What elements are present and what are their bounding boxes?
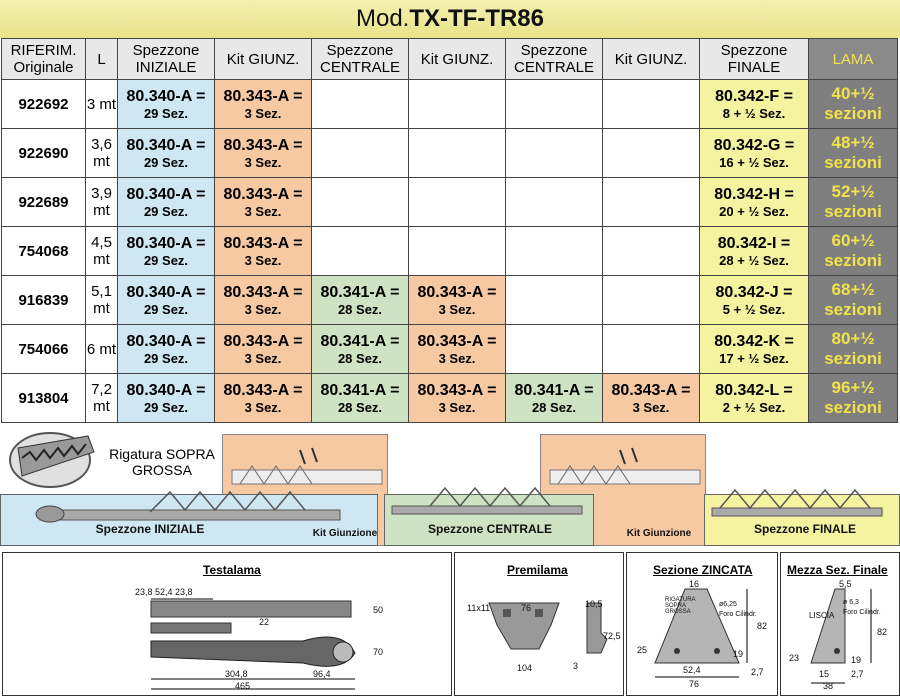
cell-spezzone-iniziale	[118, 276, 215, 325]
part-code: 80.343-A =	[223, 87, 303, 105]
cell-kit-giunz-2	[409, 178, 506, 227]
zincata-dim-3: ø6,25	[719, 601, 737, 608]
cell-kit-giunz-1	[215, 80, 312, 129]
part-code: 80.342-L =	[715, 381, 793, 399]
cell-spezzone-iniziale	[118, 178, 215, 227]
zincata-dim-4: Foro Cilindr.	[719, 611, 757, 618]
table-row	[2, 325, 898, 374]
premilama-dim-1: 11x11	[467, 603, 491, 613]
cell-spezzone-iniziale	[118, 227, 215, 276]
zincata-dim-2: RIGATURA SOPRA GROSSA	[665, 597, 696, 615]
premilama-dim-2: 76	[521, 603, 532, 613]
header-spezzone-finale: Spezzone FINALE	[700, 39, 809, 80]
part-sections: 28 Sez.	[337, 399, 383, 415]
cell-rif: 916839	[2, 276, 86, 325]
header-lama: LAMA	[809, 39, 898, 80]
part-code: 80.343-A =	[417, 381, 497, 399]
cell-spezzone-finale	[700, 80, 809, 129]
part-sections: 28 Sez.	[531, 399, 577, 415]
cell-spezzone-centrale-1	[312, 80, 409, 129]
premilama-drawing	[455, 553, 621, 693]
zincata-dim-5: 82	[757, 621, 768, 631]
header-kit-giunz-2: Kit GIUNZ.	[409, 39, 506, 80]
cell-kit-giunz-3	[603, 276, 700, 325]
premilama-dim-6: 3	[573, 661, 579, 671]
zincata-dim-6: 25	[637, 645, 648, 655]
part-sections: 28 + ½ Sez.	[719, 252, 789, 268]
cell-spezzone-centrale-2	[506, 276, 603, 325]
cell-spezzone-centrale-2	[506, 129, 603, 178]
header-rif: RIFERIM. Originale	[2, 39, 86, 80]
cell-spezzone-iniziale	[118, 80, 215, 129]
part-sections: 20 + ½ Sez.	[719, 203, 789, 219]
zincata-dim-7: 19	[733, 649, 744, 659]
mezza-dim-7: 19	[851, 655, 862, 665]
cell-len: 6 mt	[86, 325, 118, 374]
part-code: 80.341-A =	[320, 381, 400, 399]
mezza-dim-2: LISCIA	[809, 611, 835, 620]
cell-kit-giunz-1	[215, 129, 312, 178]
cell-spezzone-centrale-1	[312, 129, 409, 178]
part-sections: 5 + ½ Sez.	[722, 301, 786, 317]
cell-spezzone-centrale-2	[506, 80, 603, 129]
part-code: 80.343-A =	[223, 283, 303, 301]
part-sections: 3 Sez.	[632, 399, 670, 415]
mezza-dim-4: Foro Cilindr.	[843, 609, 881, 616]
cell-spezzone-centrale-2	[506, 374, 603, 423]
premilama-title: Premilama	[507, 563, 568, 577]
part-sections: 29 Sez.	[143, 350, 189, 366]
mezza-title: Mezza Sez. Finale	[787, 563, 888, 577]
rigatura-label: Rigatura SOPRA GROSSA	[109, 446, 215, 478]
cell-kit-giunz-1	[215, 227, 312, 276]
table-row	[2, 80, 898, 129]
cell-spezzone-finale	[700, 227, 809, 276]
cell-kit-giunz-2	[409, 80, 506, 129]
cell-spezzone-finale	[700, 374, 809, 423]
part-sections: 29 Sez.	[143, 399, 189, 415]
part-code: 80.342-H =	[714, 185, 794, 203]
mezza-dim-9: 2,7	[851, 669, 864, 679]
testalama-dim-9: 465	[235, 681, 251, 691]
part-code: 80.343-A =	[611, 381, 691, 399]
table-row	[2, 227, 898, 276]
part-code: 80.342-I =	[717, 234, 791, 252]
testalama-dim-8: 96,4	[313, 669, 331, 679]
cell-spezzone-centrale-1	[312, 178, 409, 227]
part-sections: 3 Sez.	[244, 154, 282, 170]
cell-spezzone-iniziale	[118, 374, 215, 423]
cell-spezzone-centrale-1	[312, 276, 409, 325]
zincata-dim-8: 52,4	[683, 665, 701, 675]
mezza-drawing	[781, 553, 897, 693]
cell-kit-giunz-2	[409, 276, 506, 325]
cell-kit-giunz-3	[603, 178, 700, 227]
cell-kit-giunz-3	[603, 80, 700, 129]
table-row	[2, 129, 898, 178]
zincata-dim-10: 76	[689, 679, 700, 689]
part-sections: 17 + ½ Sez.	[719, 350, 789, 366]
part-sections: 28 Sez.	[337, 350, 383, 366]
cell-spezzone-iniziale	[118, 129, 215, 178]
table-row	[2, 276, 898, 325]
cell-rif: 922690	[2, 129, 86, 178]
cell-rif: 922692	[2, 80, 86, 129]
part-code: 80.341-A =	[320, 283, 400, 301]
part-code: 80.343-A =	[223, 381, 303, 399]
cell-len: 5,1 mt	[86, 276, 118, 325]
testalama-dim-1: 23,8	[135, 587, 153, 597]
part-sections: 3 Sez.	[438, 399, 476, 415]
cell-lama: 96+½ sezioni	[809, 374, 898, 423]
zincata-dim-9: 2,7	[751, 667, 764, 677]
cell-kit-giunz-3	[603, 227, 700, 276]
title-model: TX-TF-TR86	[409, 5, 545, 32]
part-code: 80.340-A =	[126, 381, 206, 399]
cell-spezzone-finale	[700, 129, 809, 178]
part-code: 80.343-A =	[223, 234, 303, 252]
cell-len: 4,5 mt	[86, 227, 118, 276]
part-code: 80.340-A =	[126, 283, 206, 301]
testalama-dim-3: 23,8	[175, 587, 193, 597]
testalama-title: Testalama	[203, 563, 261, 577]
label-spezzone-iniziale: Spezzone INIZIALE	[95, 522, 205, 536]
header-kit-giunz-3: Kit GIUNZ.	[603, 39, 700, 80]
cell-spezzone-centrale-2	[506, 227, 603, 276]
cell-spezzone-centrale-1	[312, 374, 409, 423]
cell-kit-giunz-3	[603, 374, 700, 423]
part-sections: 3 Sez.	[438, 350, 476, 366]
cell-spezzone-finale	[700, 178, 809, 227]
cell-len: 3,9 mt	[86, 178, 118, 227]
part-code: 80.340-A =	[126, 332, 206, 350]
mezza-dim-6: 23	[789, 653, 800, 663]
zincata-dim-1: 16	[689, 579, 700, 589]
premilama-dim-5: 104	[517, 663, 533, 673]
header-spezzone-centrale-2: Spezzone CENTRALE	[506, 39, 603, 80]
premilama-dim-3: 10,5	[585, 599, 603, 609]
cell-len: 3,6 mt	[86, 129, 118, 178]
parts-table	[1, 38, 898, 423]
cell-kit-giunz-1	[215, 178, 312, 227]
part-code: 80.342-F =	[715, 87, 793, 105]
table-row	[2, 374, 898, 423]
testalama-dim-5: 50	[373, 605, 384, 615]
cell-rif: 913804	[2, 374, 86, 423]
zincata-title: Sezione ZINCATA	[653, 563, 753, 577]
part-code: 80.340-A =	[126, 185, 206, 203]
part-sections: 3 Sez.	[244, 301, 282, 317]
title-prefix: Mod.	[355, 5, 410, 32]
part-sections: 16 + ½ Sez.	[719, 154, 789, 170]
part-sections: 29 Sez.	[143, 105, 189, 121]
part-code: 80.340-A =	[126, 234, 206, 252]
part-code: 80.340-A =	[126, 136, 206, 154]
panel-testalama	[2, 552, 452, 696]
cell-lama: 52+½ sezioni	[809, 178, 898, 227]
header-kit-giunz-1: Kit GIUNZ.	[215, 39, 312, 80]
cell-kit-giunz-1	[215, 276, 312, 325]
label-spezzone-finale: Spezzone FINALE	[753, 522, 856, 536]
label-kit-giunzione-1: Kit Giunzione	[312, 528, 378, 539]
panel-mezza-sezione	[780, 552, 900, 696]
cell-kit-giunz-2	[409, 129, 506, 178]
cell-kit-giunz-2	[409, 374, 506, 423]
cell-kit-giunz-3	[603, 325, 700, 374]
part-code: 80.343-A =	[223, 185, 303, 203]
part-sections: 8 + ½ Sez.	[722, 105, 786, 121]
part-code: 80.343-A =	[223, 136, 303, 154]
part-code: 80.342-G =	[713, 136, 795, 154]
part-code: 80.342-K =	[714, 332, 794, 350]
part-code: 80.340-A =	[126, 87, 206, 105]
header-spezzone-iniziale: Spezzone INIZIALE	[118, 39, 215, 80]
table-header-row	[2, 39, 898, 80]
cell-lama: 68+½ sezioni	[809, 276, 898, 325]
cell-spezzone-centrale-1	[312, 227, 409, 276]
cell-kit-giunz-2	[409, 325, 506, 374]
mezza-dim-8: 15	[819, 669, 830, 679]
table-row	[2, 178, 898, 227]
testalama-dim-4: 22	[259, 617, 270, 627]
part-sections: 3 Sez.	[244, 350, 282, 366]
cell-spezzone-finale	[700, 276, 809, 325]
cell-kit-giunz-1	[215, 325, 312, 374]
cell-lama: 48+½ sezioni	[809, 129, 898, 178]
part-code: 80.342-J =	[715, 283, 793, 301]
cell-lama: 60+½ sezioni	[809, 227, 898, 276]
cell-spezzone-centrale-2	[506, 178, 603, 227]
panel-premilama	[454, 552, 624, 696]
mezza-dim-3: ø 6,3	[843, 599, 859, 606]
part-sections: 3 Sez.	[244, 105, 282, 121]
part-code: 80.343-A =	[223, 332, 303, 350]
label-spezzone-centrale: Spezzone CENTRALE	[427, 522, 552, 536]
cell-rif: 754068	[2, 227, 86, 276]
cell-kit-giunz-3	[603, 129, 700, 178]
premilama-dim-4: 72,5	[603, 631, 621, 641]
part-code: 80.343-A =	[417, 332, 497, 350]
part-sections: 29 Sez.	[143, 203, 189, 219]
header-spezzone-centrale-1: Spezzone CENTRALE	[312, 39, 409, 80]
header-len: L	[86, 39, 118, 80]
cell-spezzone-centrale-2	[506, 325, 603, 374]
part-sections: 29 Sez.	[143, 252, 189, 268]
testalama-dim-7: 304,8	[225, 669, 248, 679]
label-kit-giunzione-2: Kit Giunzione	[626, 528, 692, 539]
part-sections: 2 + ½ Sez.	[722, 399, 786, 415]
cell-rif: 922689	[2, 178, 86, 227]
part-sections: 29 Sez.	[143, 154, 189, 170]
part-sections: 3 Sez.	[244, 203, 282, 219]
cell-lama: 40+½ sezioni	[809, 80, 898, 129]
part-sections: 3 Sez.	[244, 399, 282, 415]
cell-kit-giunz-1	[215, 374, 312, 423]
mezza-dim-5: 82	[877, 627, 888, 637]
testalama-dim-2: 52,4	[155, 587, 173, 597]
part-code: 80.341-A =	[320, 332, 400, 350]
mezza-dim-1: 5,5	[839, 579, 852, 589]
page-title	[0, 0, 900, 38]
part-sections: 28 Sez.	[337, 301, 383, 317]
cell-rif: 754066	[2, 325, 86, 374]
part-code: 80.341-A =	[514, 381, 594, 399]
testalama-dim-6: 70	[373, 647, 384, 657]
mezza-dim-10: 38	[823, 681, 834, 691]
cell-len: 7,2 mt	[86, 374, 118, 423]
cell-kit-giunz-2	[409, 227, 506, 276]
part-sections: 3 Sez.	[244, 252, 282, 268]
cell-spezzone-iniziale	[118, 325, 215, 374]
part-sections: 3 Sez.	[438, 301, 476, 317]
part-code: 80.343-A =	[417, 283, 497, 301]
part-sections: 29 Sez.	[143, 301, 189, 317]
cell-spezzone-finale	[700, 325, 809, 374]
cell-len: 3 mt	[86, 80, 118, 129]
cell-lama: 80+½ sezioni	[809, 325, 898, 374]
cell-spezzone-centrale-1	[312, 325, 409, 374]
panel-sezione-zincata	[626, 552, 778, 696]
